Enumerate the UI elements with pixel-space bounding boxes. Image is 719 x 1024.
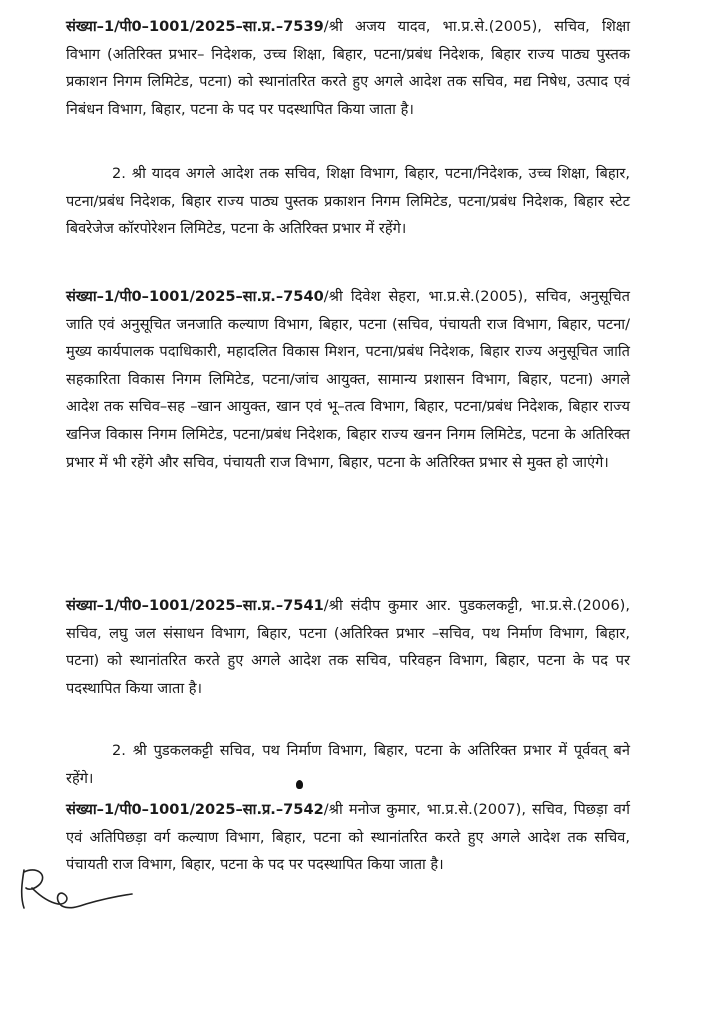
order-subparagraph-7539 [66, 160, 630, 243]
order-paragraph-7541 [66, 592, 630, 702]
order-text: /श्री दिवेश सेहरा, भा.प्र.से.(2005), सचिव, अनुसूचित जाति एवं अनुसूचित जनजाति कल्याण विभाग, बिहार, पटना (सचिव, पंचायती राज विभाग, बिहार, पटना/मुख्य कार्यपालक पदाधिकारी, महादलित विकास मिशन, पटना/प्रबंध निदेशक, बिहार राज्य अनुसूचित जाति सहकारिता विकास निगम लिमिटेड, पटना/जांच आयुक्त, सामान्य प्रशासन विभाग, बिहार, पटना) अगले आदेश तक सचिव–सह –खान आयुक्त, खान एवं भू–तत्व विभाग, बिहार, पटना/प्रबंध निदेशक, बिहार राज्य खनिज विकास निगम लिमिटेड, पटना/प्रबंध निदेशक, बिहार राज्य खनन निगम लिमिटेड, पटना के अतिरिक्त प्रभार में भी रहेंगे और सचिव, पंचायती राज विभाग, बिहार, पटना के अतिरिक्त प्रभार से मुक्त हो जाएंगे। [66, 288, 630, 471]
order-text: 2. श्री पुडकलकट्टी सचिव, पथ निर्माण विभाग, बिहार, पटना के अतिरिक्त प्रभार में पूर्ववत् बने रहेंगे। [66, 742, 630, 787]
order-text: /श्री अजय यादव, भा.प्र.से.(2005), सचिव, शिक्षा विभाग (अतिरिक्त प्रभार– निदेशक, उच्च शिक्षा, बिहार, पटना/प्रबंध निदेशक, बिहार राज्य पाठ्य पुस्तक प्रकाशन निगम लिमिटेड, पटना) को स्थानांतरित करते हुए अगले आदेश तक सचिव, मद्य निषेध, उत्पाद एवं निबंधन विभाग, बिहार, पटना के पद पर पदस्थापित किया जाता है। [66, 18, 630, 118]
order-paragraph-7539 [66, 13, 630, 123]
ink-mark [296, 780, 303, 789]
order-text: /श्री मनोज कुमार, भा.प्र.से.(2007), सचिव, पिछड़ा वर्ग एवं अतिपिछड़ा वर्ग कल्याण विभाग, बिहार, पटना को स्थानांतरित करते हुए अगले आदेश तक सचिव, पंचायती राज विभाग, बिहार, पटना के पद पर पदस्थापित किया जाता है। [66, 801, 630, 874]
order-text: /श्री संदीप कुमार आर. पुडकलकट्टी, भा.प्र.से.(2006), सचिव, लघु जल संसाधन विभाग, बिहार, पटना (अतिरिक्त प्रभार –सचिव, पथ निर्माण विभाग, बिहार, पटना) को स्थानांतरित करते हुए अगले आदेश तक सचिव, परिवहन विभाग, बिहार, पटना के पद पर पदस्थापित किया जाता है। [66, 597, 631, 697]
order-reference: संख्या–1/पी0–1001/2025–सा.प्र.–7541 [66, 597, 324, 614]
order-paragraph-7540 [66, 283, 630, 476]
order-reference: संख्या–1/पी0–1001/2025–सा.प्र.–7540 [66, 288, 324, 305]
order-text: 2. श्री यादव अगले आदेश तक सचिव, शिक्षा विभाग, बिहार, पटना/निदेशक, उच्च शिक्षा, बिहार, पटना/प्रबंध निदेशक, बिहार राज्य पाठ्य पुस्तक प्रकाशन निगम लिमिटेड, पटना/प्रबंध निदेशक, बिहार स्टेट बिवरेजेज कॉरपोरेशन लिमिटेड, पटना के अतिरिक्त प्रभार में रहेंगे। [66, 165, 630, 238]
handwritten-initials [14, 862, 136, 916]
order-reference: संख्या–1/पी0–1001/2025–सा.प्र.–7539 [66, 18, 324, 35]
order-reference: संख्या–1/पी0–1001/2025–सा.प्र.–7542 [66, 801, 324, 818]
order-paragraph-7542 [66, 796, 630, 879]
order-subparagraph-7541 [66, 737, 630, 792]
